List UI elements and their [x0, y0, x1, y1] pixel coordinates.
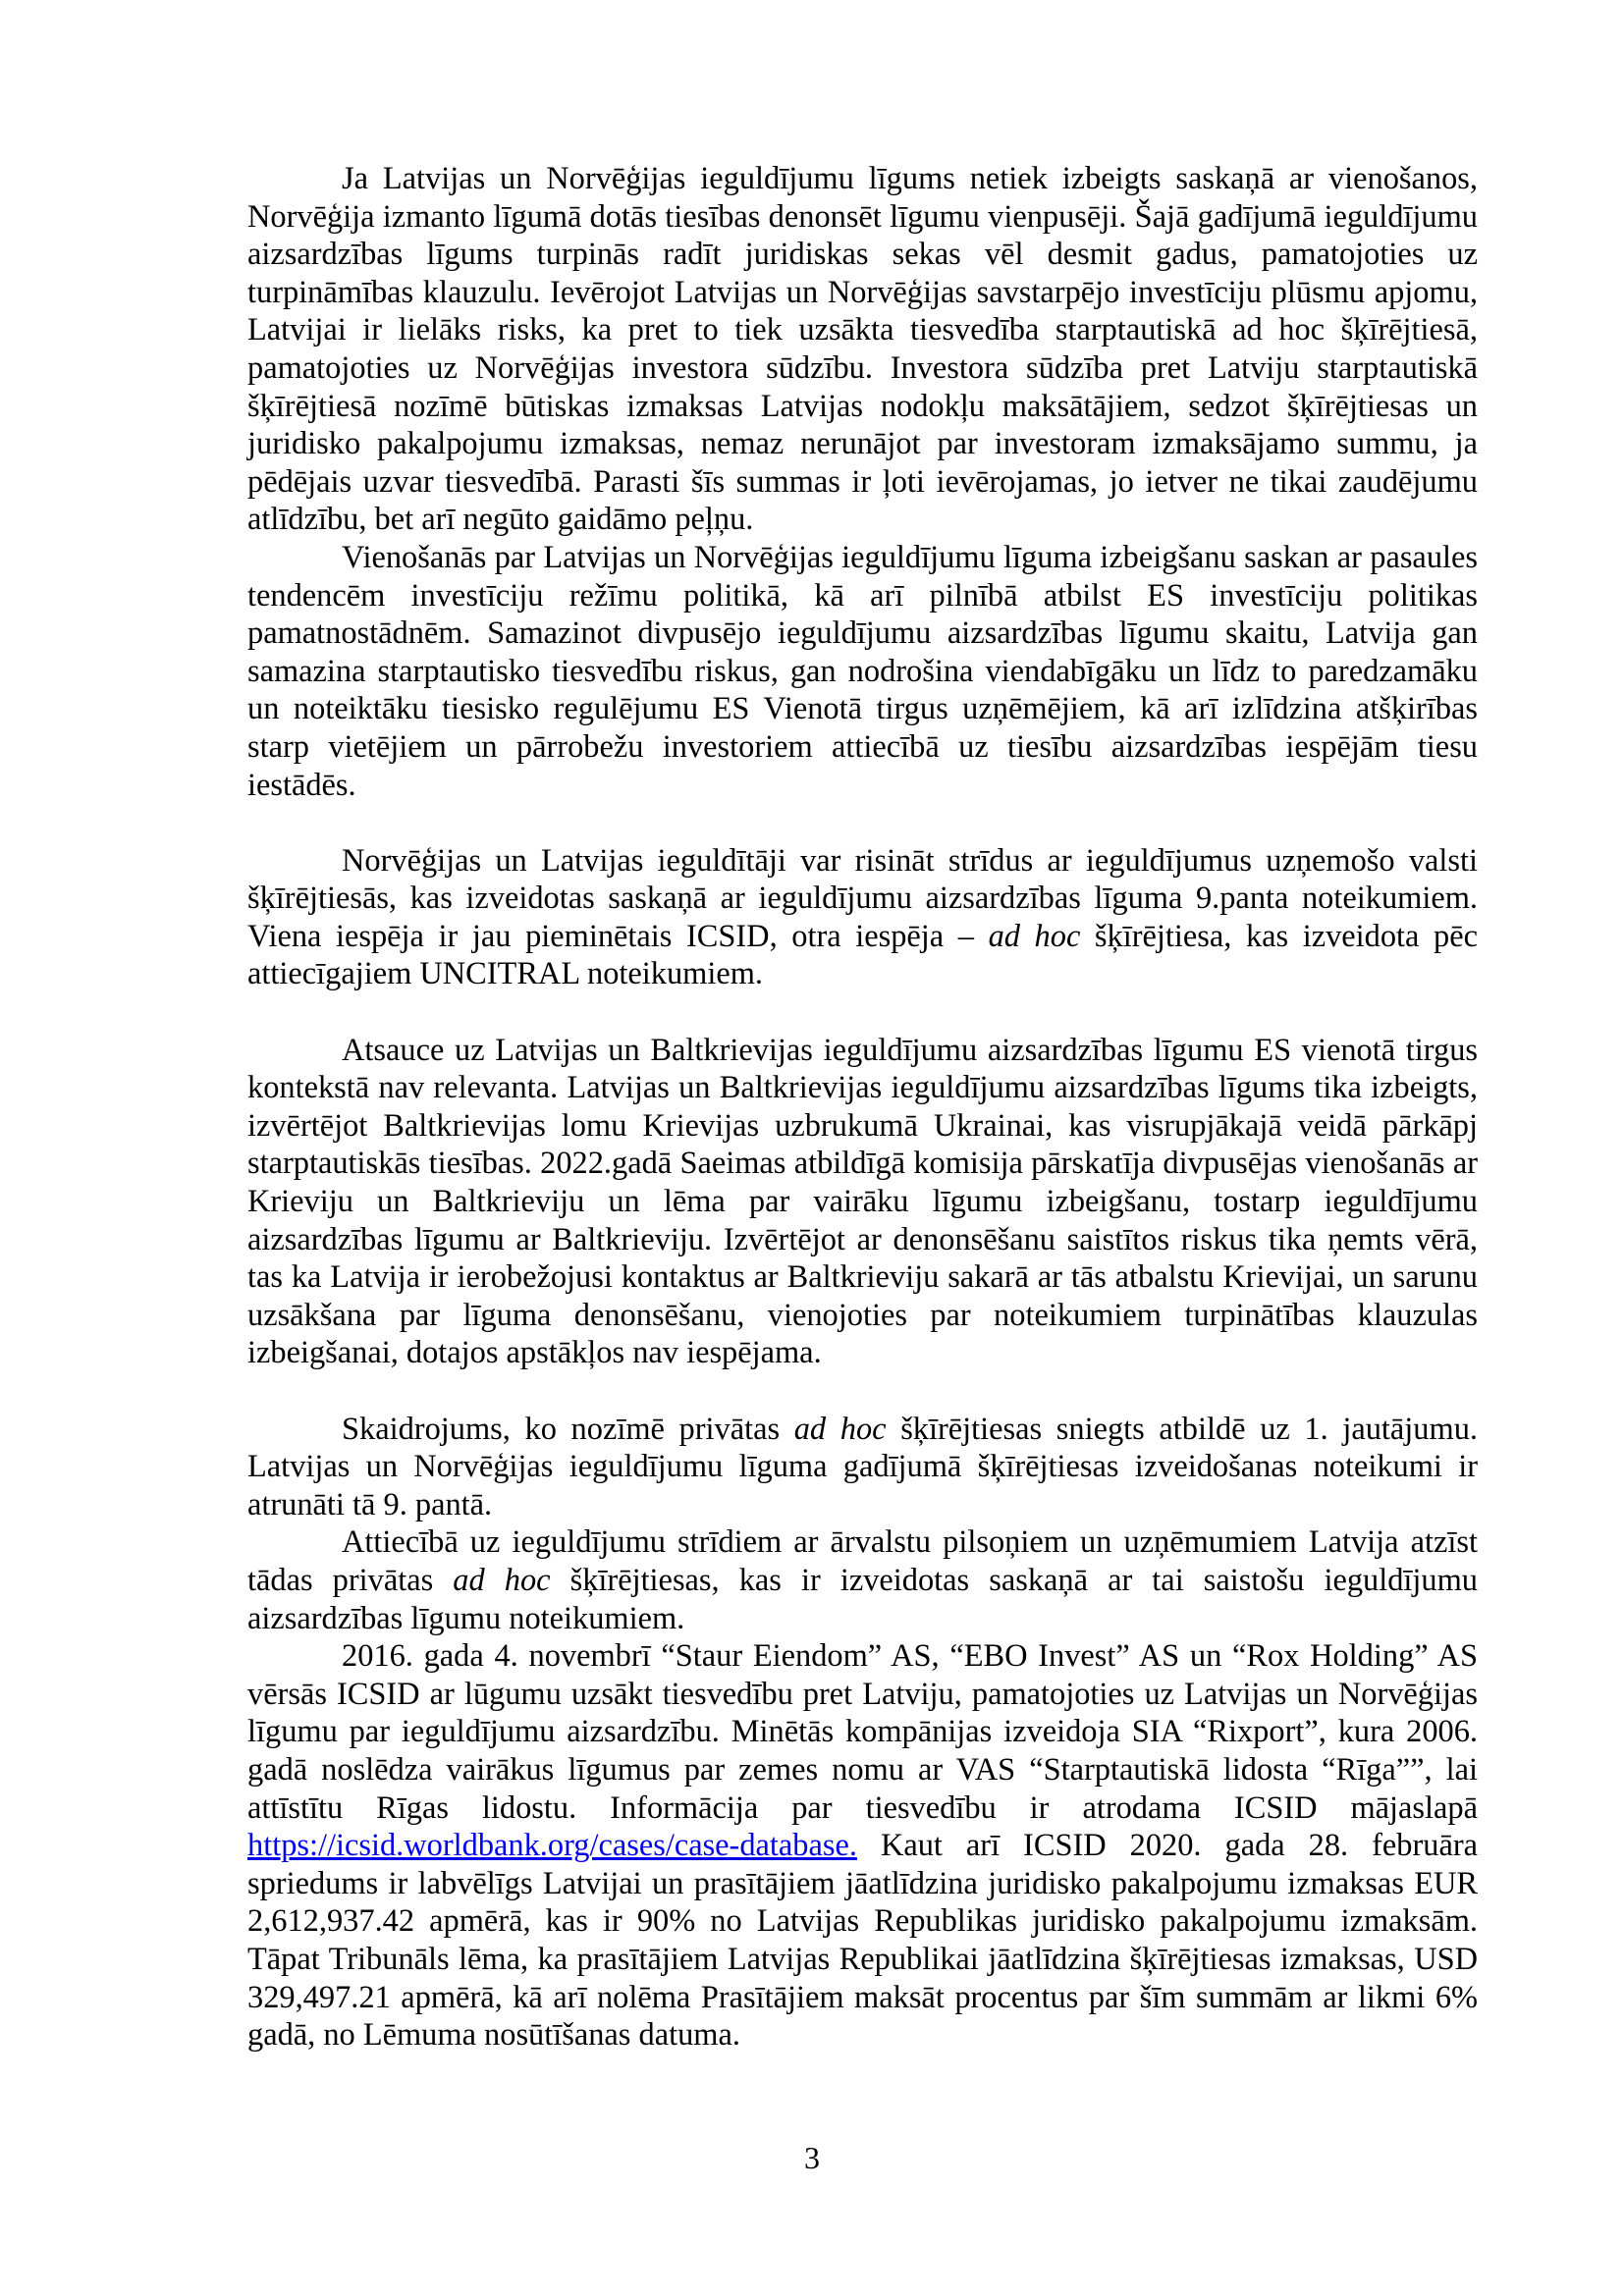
- document-body: [247, 160, 1478, 2055]
- text: šķīrējtiesas sniegts atbildē uz 1. jautājumu. Latvijas un Norvēģijas ieguldījumu līguma gadījumā šķīrējtiesas izveidošanas noteikumi ir atrunāti tā 9. pantā.: [247, 1411, 1478, 1522]
- paragraph-ad-hoc-explanation: [247, 1411, 1478, 1524]
- italic-text: ad hoc: [793, 1411, 887, 1447]
- paragraph-belarus-agreement: Atsauce uz Latvijas un Baltkrievijas ieguldījumu aizsardzības līgumu ES vienotā tirgus kontekstā nav relevanta. Latvijas un Baltkrievijas ieguldījumu aizsardzības līgums tika izbeigts, izvērtējot Baltkrievijas lomu Krievijas uzbrukumā Ukrainai, kas visrupjākajā veidā pārkāpj starptautiskās tiesības. 2022.gadā Saeimas atbildīgā komisija pārskatīja divpusējas vienošanās ar Krieviju un Baltkrieviju un lēma par vairāku līgumu izbeigšanu, tostarp ieguldījumu aizsardzības līgumu ar Baltkrieviju. Izvērtējot ar denonsēšanu saistītos riskus tika ņemts vērā, tas ka Latvija ir ierobežojusi kontaktus ar Baltkrieviju sakarā ar tās atbalstu Krievijai, un sarunu uzsākšana par līguma denonsēšanu, vienojoties par noteikumiem turpinātības klauzulas izbeigšanai, dotajos apstākļos nav iespējama.: [247, 1032, 1478, 1371]
- text: Skaidrojums, ko nozīmē privātas: [342, 1411, 794, 1447]
- paragraph-dispute-resolution: [247, 842, 1478, 993]
- paragraph-norway-termination-risk: Ja Latvijas un Norvēģijas ieguldījumu līgums netiek izbeigts saskaņā ar vienošanos, Norvēģija izmanto līgumā dotās tiesības denonsēt līgumu vienpusēji. Šajā gadījumā ieguldījumu aizsardzības līgums turpinās radīt juridiskas sekas vēl desmit gadus, pamatojoties uz turpināmības klauzulu. Ievērojot Latvijas un Norvēģijas savstarpējo investīciju plūsmu apjomu, Latvijai ir lielāks risks, ka pret to tiek uzsākta tiesvedība starptautiskā ad hoc šķīrējtiesā, pamatojoties uz Norvēģijas investora sūdzību. Investora sūdzība pret Latviju starptautiskā šķīrējtiesā nozīmē būtiskas izmaksas Latvijas nodokļu maksātājiem, sedzot šķīrējtiesas un juridisko pakalpojumu izmaksas, nemaz nerunājot par investoram izmaksājamo summu, ja pēdējais uzvar tiesvedībā. Parasti šīs summas ir ļoti ievērojamas, jo ietver ne tikai zaudējumu atlīdzību, bet arī negūto gaidāmo peļņu.: [247, 161, 1478, 538]
- text: šķīrējtiesas, kas ir izveidotas saskaņā ar tai saistošu ieguldījumu aizsardzības līgumu noteikumiem.: [247, 1562, 1478, 1636]
- icsid-case-database-link[interactable]: https://icsid.worldbank.org/cases/case-database.: [247, 1828, 857, 1864]
- text: Norvēģijas un Latvijas ieguldītāji var risināt strīdus ar ieguldījumus uzņemošo valsti šķīrējtiesās, kas izveidotas saskaņā ar ieguldījumu aizsardzības līguma 9.panta noteikumiem. Viena iespēja ir jau pieminētais ICSID, otra iespēja –: [247, 842, 1478, 954]
- paragraph-recognition: [247, 1523, 1478, 1637]
- italic-text: ad hoc: [988, 918, 1081, 954]
- paragraph-icsid-case: [247, 1637, 1478, 2055]
- text: Kaut arī ICSID 2020. gada 28. februāra spriedums ir labvēlīgs Latvijai un prasītājiem jāatlīdzina juridisko pakalpojumu izmaksas EUR 2,612,937.42 apmērā, kas ir 90% no Latvijas Republikas juridisko pakalpojumu izmaksām. Tāpat Tribunāls lēma, ka prasītājiem Latvijas Republikai jāatlīdzina šķīrējtiesas izmaksas, USD 329,497.21 apmērā, kā arī nolēma Prasītājiem maksāt procentus par šīm summām ar likmi 6% gadā, no Lēmuma nosūtīšanas datuma.: [247, 1828, 1478, 2054]
- italic-text: ad hoc: [453, 1562, 551, 1598]
- text: 2016. gada 4. novembrī “Staur Eiendom” AS, “EBO Invest” AS un “Rox Holding” AS vērsās ICSID ar lūgumu uzsākt tiesvedību pret Latviju, pamatojoties uz Latvijas un Norvēģijas līgumu par ieguldījumu aizsardzību. Minētās kompānijas izveidoja SIA “Rixport”, kura 2006. gadā noslēdza vairākus līgumus par zemes nomu ar VAS “Starptautiskā lidosta “Rīga””, lai attīstītu Rīgas lidostu. Informācija par tiesvedību ir atrodama ICSID mājaslapā: [247, 1638, 1478, 1826]
- paragraph-agreement-eu-policy: Vienošanās par Latvijas un Norvēģijas ieguldījumu līguma izbeigšanu saskan ar pasaules tendencēm investīciju režīmu politikā, kā arī pilnībā atbilst ES investīciju politikas pamatnostādnēm. Samazinot divpusējo ieguldījumu aizsardzības līgumu skaitu, Latvija gan samazina starptautisko tiesvedību riskus, gan nodrošina viendabīgāku un līdz to paredzamāku un noteiktāku tiesisko regulējumu ES Vienotā tirgus uzņēmējiem, kā arī izlīdzina atšķirības starp vietējiem un pārrobežu investoriem attiecībā uz tiesību aizsardzības iespējām tiesu iestādēs.: [247, 539, 1478, 803]
- page-number: 3: [804, 2140, 820, 2175]
- text: šķīrējtiesa, kas izveidota pēc attiecīgajiem UNCITRAL noteikumiem.: [247, 918, 1478, 992]
- text: Attiecībā uz ieguldījumu strīdiem ar ārvalstu pilsoņiem un uzņēmumiem Latvija atzīst tādas privātas: [247, 1524, 1478, 1598]
